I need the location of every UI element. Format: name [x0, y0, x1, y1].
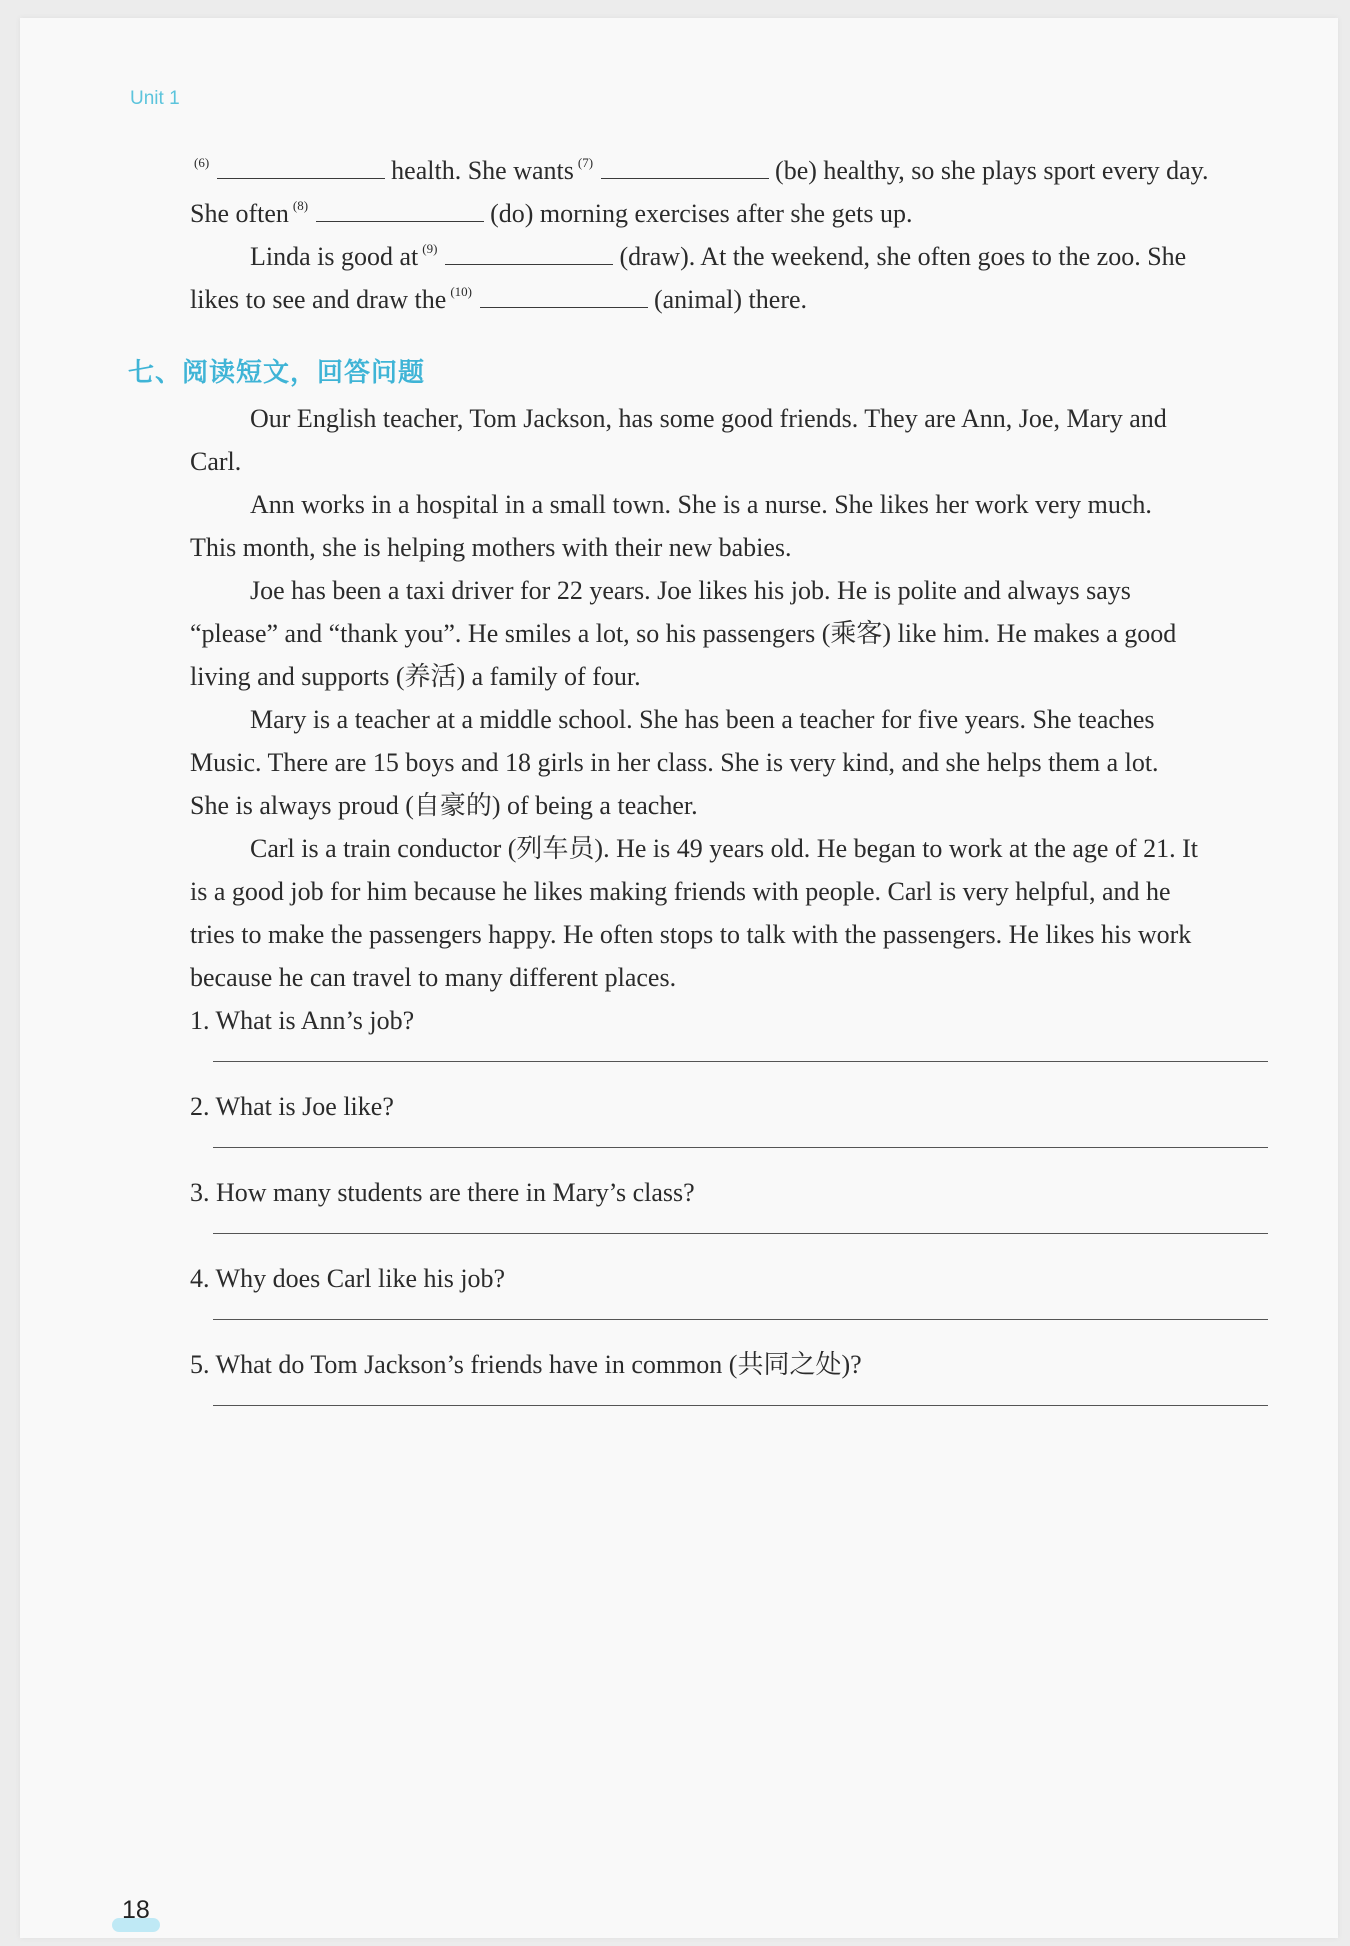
blank-number-6: (6) [194, 155, 210, 170]
cloze-text: (do) morning exercises after she gets up. [490, 199, 913, 228]
section-heading: 七、阅读短文，回答问题 [128, 358, 426, 388]
cloze-text: (animal) there. [653, 285, 808, 314]
blank-number-9: (9) [422, 241, 438, 256]
passage-line: living and supports (养活) a family of four. [190, 662, 641, 691]
question-1: 1. What is Ann’s job? [190, 1006, 415, 1035]
passage-line: She is always proud (自豪的) of being a teacher. [190, 791, 698, 820]
question-2: 2. What is Joe like? [190, 1092, 394, 1121]
answer-line-1[interactable] [213, 1061, 1268, 1062]
page-number: 18 [122, 1896, 150, 1924]
passage-line: Carl. [190, 447, 242, 476]
answer-line-5[interactable] [213, 1405, 1268, 1406]
unit-label: Unit 1 [130, 88, 180, 109]
cloze-line-1 [190, 155, 1209, 185]
cloze-text: (be) healthy, so she plays sport every day. [775, 156, 1209, 185]
passage-line: tries to make the passengers happy. He often stops to talk with the passengers. He likes his work [190, 920, 1192, 949]
passage-line: Ann works in a hospital in a small town. She is a nurse. She likes her work very much. [250, 490, 1152, 519]
worksheet-page [20, 18, 1338, 1938]
question-3: 3. How many students are there in Mary’s class? [190, 1178, 695, 1207]
passage-line: is a good job for him because he likes making friends with people. Carl is very helpful, and he [190, 877, 1171, 906]
cloze-text: She often [190, 199, 289, 228]
blank-10[interactable] [480, 287, 648, 308]
question-5: 5. What do Tom Jackson’s friends have in common (共同之处)? [190, 1350, 862, 1379]
blank-number-7: (7) [577, 155, 594, 170]
blank-9[interactable] [445, 244, 613, 265]
answer-line-3[interactable] [213, 1233, 1268, 1234]
cloze-text: likes to see and draw the [190, 285, 447, 314]
cloze-line-2 [190, 198, 913, 228]
passage-line: Joe has been a taxi driver for 22 years. Joe likes his job. He is polite and always says [250, 576, 1131, 605]
answer-line-4[interactable] [213, 1319, 1268, 1320]
blank-6[interactable] [217, 158, 385, 179]
question-4: 4. Why does Carl like his job? [190, 1264, 506, 1293]
answer-line-2[interactable] [213, 1147, 1268, 1148]
blank-number-10: (10) [450, 284, 472, 299]
passage-line: This month, she is helping mothers with their new babies. [190, 533, 792, 562]
cloze-text: Linda is good at [250, 242, 419, 271]
passage-line: Music. There are 15 boys and 18 girls in her class. She is very kind, and she helps them a lot. [190, 748, 1159, 777]
passage-line: because he can travel to many different places. [190, 963, 677, 992]
blank-8[interactable] [316, 201, 484, 222]
cloze-text: (draw). At the weekend, she often goes to the zoo. She [619, 242, 1187, 271]
passage-line: “please” and “thank you”. He smiles a lot, so his passengers (乘客) like him. He makes a good [190, 619, 1177, 648]
passage-line: Carl is a train conductor (列车员). He is 49 years old. He began to work at the age of 21. It [250, 834, 1199, 863]
blank-number-8: (8) [292, 198, 309, 213]
blank-7[interactable] [601, 158, 769, 179]
cloze-line-3 [250, 241, 1187, 271]
cloze-line-4 [190, 284, 808, 314]
passage-line: Mary is a teacher at a middle school. She has been a teacher for five years. She teaches [250, 705, 1155, 734]
cloze-text: health. She wants [391, 156, 574, 185]
passage-line: Our English teacher, Tom Jackson, has some good friends. They are Ann, Joe, Mary and [250, 404, 1167, 433]
